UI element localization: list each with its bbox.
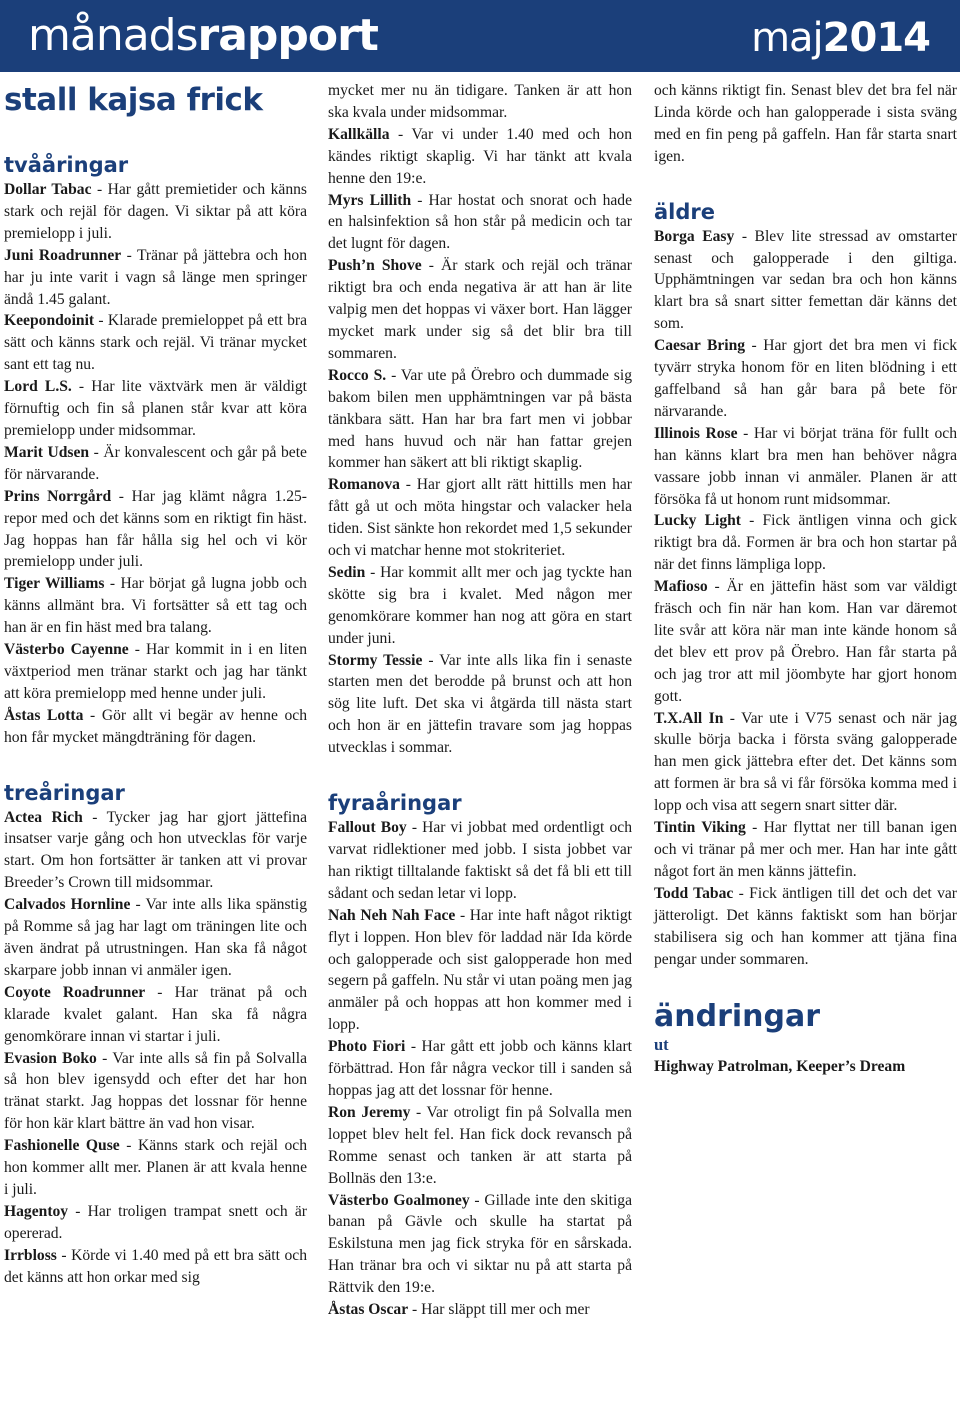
section-heading-bold: äldre: [654, 199, 716, 224]
horse-name: Romanova: [328, 476, 400, 494]
section-heading: [654, 198, 957, 226]
section-heading-bold: fyra: [328, 791, 376, 816]
horse-name: Coyote Roadrunner: [4, 983, 146, 1001]
stable-title-regular: kajsa: [76, 82, 187, 118]
column-1: [4, 80, 307, 1319]
horse-note: - Var ute på Örebro och dummade sig bakom bilen men upphämtningen var på bästa tänkbara sätt. Han har bra fart men vi jobbar med hans huvud och när han fattar grejen kommer han säkert att bli riktigt skaplig.: [328, 366, 632, 472]
horse-name: Åstas Lotta: [4, 706, 84, 724]
changes-title: ändringar: [654, 999, 821, 1035]
horse-name: Åstas Oscar: [328, 1301, 409, 1319]
horse-entry-continued: mycket mer nu än tidigare. Tanken är att hon ska kvala under midsommar.: [328, 82, 632, 121]
horse-note: - Har kommit allt mer och jag tyckte han skötte sig bra i kvalet. Med någon mer genomkörare kommer han nog att göra en start under juni.: [328, 563, 632, 647]
section-heading: [4, 151, 307, 179]
horse-entry: [328, 650, 632, 760]
horse-entry: [654, 576, 957, 707]
section-tvaaringar: [4, 151, 307, 749]
changes-subtitle: ut: [654, 1035, 669, 1055]
horse-entry: [328, 1190, 632, 1300]
horse-note: - Har flyttat ner till banan igen och vi tränar på mer och mer. Han har inte gått något fort än men känns jättefin.: [654, 819, 957, 880]
horse-note: - Fick äntligen vinna och gick riktigt bra då. Formen är bra och hon startar på när det finns lämpliga lopp.: [654, 512, 957, 574]
horse-note: - Är stark och rejäl och tränar riktigt bra och enda negativa är att han är lite valpig men det hoppas vi växer bort. Han lägger mycket mark under sig så det blir bra till sommaren.: [328, 257, 632, 362]
section-heading-regular: åringar: [41, 153, 129, 177]
horse-entry: [4, 442, 307, 486]
horse-note: - Var inte alls lika fin i senaste starten men det berodde på brunst och att hon sög lite luft. Det ska vi åtgärda till nästa start och hon är en jättefin travare som jag hoppas utvecklas i sommar.: [328, 651, 632, 757]
horse-name: Mafioso: [654, 578, 708, 596]
horse-name: Keepondoinit: [4, 312, 95, 330]
horse-note: - Är en jättefin häst som var väldigt fräsch och fin när han kom. Han var däremot lite svår att köra när man inte kände honom så det blev ett prov på Örebro. Han får starta på och jag tror att mil jöombyte har gjort honom gott.: [654, 578, 957, 705]
horse-name: Sedin: [328, 563, 366, 581]
horse-entry: [4, 310, 307, 376]
horse-entry-split: Irrbloss - Körde vi 1.40 med på ett bra sätt och det känns att hon orkar med sig: [4, 1246, 307, 1286]
horse-name: Västerbo Cayenne: [4, 641, 129, 659]
column-2: [328, 80, 632, 1351]
horse-name: Borga Easy: [654, 227, 735, 245]
horse-name: Prins Norrgård: [4, 487, 112, 505]
report-year: 2014: [822, 15, 930, 61]
horse-note: - Fick äntligen till det och det var jätteroligt. Det känns faktiskt som han börjar stabilisera sig och han kommer att tjäna fina pengar under sommaren.: [654, 884, 957, 968]
horse-note: - Tränar på jättebra och hon har ju inte varit i vagn så länge men springer ändå 1.45 galant.: [4, 246, 307, 308]
stable-title-bold-2: frick: [186, 82, 263, 118]
horse-entry: [4, 705, 307, 749]
horse-note: - Har tränat på och klarade kvalet galant. Han ska få några genomkörare innan vi startar i juli.: [4, 983, 307, 1045]
section-heading-bold: två: [4, 153, 42, 177]
section-fyraaringar-continued: [654, 80, 957, 168]
horse-note: - Har vi börjat träna för fullt och han känns klart bra men han behöver några vassare jobb innan vi anmäler. Planen är att försöka få ut honom runt midsommar.: [654, 424, 958, 508]
horse-name: Tintin Viking: [654, 819, 746, 837]
horse-note: - Var vi under 1.40 med och hon kändes riktigt skaplig. Vi har tänkt att kvala henne den 19:e.: [328, 125, 632, 187]
horse-note: - Gillade inte den skitiga banan på Gävle och skulle ha startat på Eskilstuna men jag fick stryka för en sårskada. Han tränar bra och vi siktar nu på att starta på Rättvik den 19:e.: [328, 1191, 632, 1297]
section-trearingar: [4, 779, 307, 1289]
horse-note: - Har jag klämt några 1.25-repor med och det känns som en riktigt fin häst. Jag hoppas han får hålla sig hel och vi kör premielopp under juli.: [4, 487, 307, 571]
horse-name: Stormy Tessie: [328, 651, 423, 669]
changes-horses: Highway Patrolman, Keeper’s Dream: [654, 1058, 906, 1076]
horse-note: - Klarade premieloppet på ett bra sätt och känns stark och rejäl. Vi tränar mycket sant ett tag nu.: [4, 312, 307, 374]
horse-entry: [4, 179, 307, 245]
horse-entry: [4, 573, 307, 639]
report-month: maj: [751, 15, 823, 61]
horse-entry: [654, 883, 957, 971]
horse-note: - Har gått premietider och känns stark och rejäl för dagen. Vi siktar på att köra premielopp i juli.: [4, 181, 307, 242]
horse-name: Illinois Rose: [654, 424, 738, 442]
horse-entry: [4, 982, 307, 1048]
horse-note: - Har inte haft något riktigt flyt i loppen. Hon blev för laddad när Ida körde och galopperade och sist galopperade hon med segern på gaffeln. Nu står vi utan poäng men jag anmäler på och hoppas att hon kommer med i lopp.: [328, 906, 632, 1034]
horse-note: - Var inte alls så fin på Solvalla så hon blev igensydd och efter det har hon tränat starkt. Jag hoppas det lossnar för henne för hon kär klart bättre än vad hon visar.: [4, 1049, 307, 1133]
horse-name: Caesar Bring: [654, 337, 746, 355]
horse-entry: [328, 562, 632, 650]
horse-name: Juni Roadrunner: [4, 246, 122, 264]
horse-entry: [4, 376, 307, 442]
horse-entry: [328, 817, 632, 905]
horse-name: Actea Rich: [4, 808, 83, 826]
report-title-regular: månads: [28, 10, 198, 61]
horse-name: Nah Neh Nah Face: [328, 906, 456, 924]
horse-entry: [654, 708, 957, 818]
horse-name: Kallkälla: [328, 125, 390, 143]
horse-entry: [4, 639, 307, 705]
horse-name: Hagentoy: [4, 1202, 69, 1220]
section-heading-regular: åringar: [38, 780, 125, 805]
horse-name: Rocco S.: [328, 366, 387, 384]
horse-entry: [654, 226, 957, 336]
horse-name: Myrs Lillith: [328, 191, 412, 209]
horse-entry: [4, 245, 307, 311]
horse-name: Lucky Light: [654, 512, 741, 530]
section-aldre: [654, 198, 957, 971]
horse-name: T.X.All In: [654, 709, 724, 727]
horse-note: - Blev lite stressad av omstarter senast och galopperade i den giltiga. Upphämtningen var sedan bra och hon känns klart bra så snart sitter femettan där känns det som.: [654, 227, 957, 333]
horse-note: - Har hostat och snorat och hade en halsinfektion så hon står på medicin och tar det lugnt för dagen.: [328, 191, 633, 253]
horse-entry-split: Åstas Oscar - Har släppt till mer och mer: [328, 1301, 590, 1319]
report-title: [28, 6, 378, 66]
horse-name: Irrbloss: [4, 1246, 57, 1264]
horse-note: - Gör allt vi begär av henne och hon får mycket mängdträning för dagen.: [4, 706, 308, 746]
horse-entry: [4, 1048, 307, 1136]
horse-name: Push’n Shove: [328, 257, 422, 275]
horse-note: - Är konvalescent och går på bete för närvarande.: [4, 443, 307, 483]
horse-note: - Var ute i V75 senast och när jag skulle börja backa i första sväng galopperade han men gick jättebra efter det. Det känns som att formen är bra så vi får försöka komma med i lopp och visa att segern snart sitter där.: [654, 709, 958, 815]
horse-name: Fallout Boy: [328, 819, 407, 837]
stable-title: [4, 80, 307, 120]
horse-note: - Har kommit in i en liten växtperiod men tränar starkt och jag har tänkt att köra premielopp med henne under juli.: [4, 641, 307, 702]
horse-entry: [4, 807, 307, 895]
horse-entry: [328, 1036, 632, 1102]
section-heading: [328, 789, 632, 817]
horse-name: Tiger Williams: [4, 575, 105, 593]
column-3: [654, 80, 957, 1108]
horse-note: - Har lite växtvärk men är väldigt förnuftig och fin så planen står kvar att köra premielopp under midsommar.: [4, 378, 307, 439]
horse-entry: [328, 365, 632, 475]
horse-note: - Har börjat gå lugna jobb och känns allmänt bra. Vi fortsätter så ett tag och han är en fin häst med bra talang.: [4, 575, 307, 637]
horse-name: Todd Tabac: [654, 884, 734, 902]
horse-note: - Har gått ett jobb och känns klart förbättrad. Hon får några veckor till i sanden så hoppas jag att det lossnar för henne.: [328, 1038, 633, 1099]
horse-note: - Har gjort allt rätt hittills men har fått gå ut och möta hingstar och valacker hela tiden. Sist sänkte hon rekordet med 1,5 sekunder och vi matchar henne mot stokriteriet.: [328, 476, 632, 560]
horse-name: Evasion Boko: [4, 1049, 97, 1067]
section-heading: [4, 779, 307, 807]
horse-entry: [654, 423, 957, 511]
horse-entry: [4, 1201, 307, 1245]
horse-note: - Var otroligt fin på Solvalla men loppet blev helt fel. Han fick dock revansch på Romme senast och tanken är att starta på Bollnäs den 13:e.: [328, 1103, 632, 1187]
horse-entry-continued: och känns riktigt fin. Senast blev det bra fel när Linda körde och han galopperade i sista sväng med en fin peng på gaffeln. Han får starta snart igen.: [654, 82, 957, 165]
section-heading-bold: tre: [4, 780, 39, 805]
section-heading-regular: åringar: [375, 791, 462, 816]
report-date: [751, 8, 930, 68]
horse-entry: [654, 510, 957, 576]
horse-entry: [328, 1102, 632, 1190]
horse-name: Ron Jeremy: [328, 1103, 411, 1121]
header-banner: [0, 0, 960, 72]
horse-note: - Känns stark och rejäl och hon kommer allt mer. Planen är att kvala henne i juli.: [4, 1137, 307, 1198]
section-trearingar-continued: [328, 80, 632, 759]
horse-entry: [328, 190, 632, 256]
section-fyraaringar: [328, 789, 632, 1321]
horse-name: Dollar Tabac: [4, 181, 92, 198]
horse-name: Västerbo Goalmoney: [328, 1191, 470, 1209]
horse-entry: [654, 335, 957, 423]
horse-note: - Har troligen trampat snett och är opererad.: [4, 1202, 307, 1242]
horse-entry: [328, 474, 632, 562]
horse-name: Photo Fiori: [328, 1038, 406, 1056]
horse-note: - Tycker jag har gjort jättefina insatser varje gång och hon utvecklas för varje start. Om hon fortsätter är tanken att vi provar Breeder’s Crown till midsommar.: [4, 808, 307, 892]
horse-entry: [328, 124, 632, 190]
stable-title-bold-1: stall: [4, 82, 77, 118]
horse-entry: [654, 817, 957, 883]
horse-note: - Har vi jobbat med ordentligt och varvat ridlektioner med jobb. I sista jobbet var han riktigt tilltalande faktiskt så det få bli ett till sådant och sedan letar vi lopp.: [328, 819, 632, 902]
horse-note: - Var inte alls lika spänstig på Romme så jag har lagt om träningen lite och även ändrat på utrustningen. Han ska få något skarpare jobb innan vi anmäler igen.: [4, 896, 307, 979]
horse-note: - Har gjort det bra men vi fick tyvärr stryka honom för en liten blödning i ett gaffelband så han går bara på bete för närvarande.: [654, 337, 957, 420]
horse-entry: [4, 1135, 307, 1201]
horse-entry: [4, 894, 307, 982]
horse-entry: [4, 486, 307, 574]
horse-entry: [328, 905, 632, 1036]
horse-name: Lord L.S.: [4, 378, 72, 396]
horse-entry: [328, 255, 632, 365]
horse-name: Marit Udsen: [4, 443, 90, 461]
horse-name: Calvados Hornline: [4, 896, 131, 914]
horse-name: Fashionelle Quse: [4, 1137, 120, 1155]
report-title-bold: rapport: [197, 10, 378, 61]
section-changes: [654, 1000, 957, 1078]
